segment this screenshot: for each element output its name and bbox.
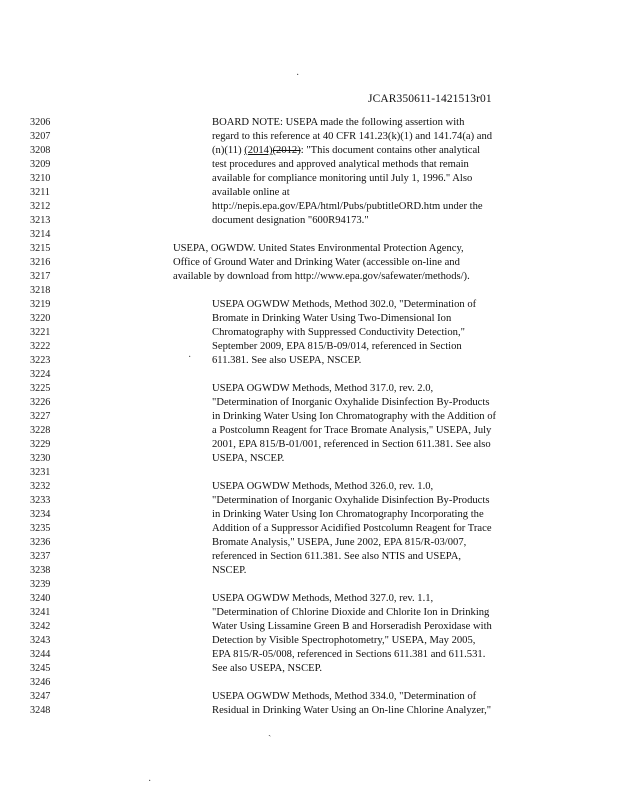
line-number: 3239 [30, 579, 51, 590]
reference-line: 2001, EPA 815/B-01/001, referenced in Section 611.381. See also [212, 439, 491, 450]
line-number: 3218 [30, 285, 51, 296]
line-number: 3209 [30, 159, 51, 170]
board-note-line: available for compliance monitoring until July 1, 1996." Also [212, 173, 473, 184]
reference-line: available by download from http://www.epa.gov/safewater/methods/). [173, 271, 470, 282]
board-note-line: test procedures and approved analytical methods that remain [212, 159, 469, 170]
reference-line: Addition of a Suppressor Acidified Postcolumn Reagent for Trace [212, 523, 492, 534]
line-number: 3232 [30, 481, 51, 492]
line-number: 3226 [30, 397, 51, 408]
reference-line: USEPA OGWDW Methods, Method 317.0, rev. 2.0, [212, 383, 434, 394]
line-number: 3217 [30, 271, 51, 282]
line-number: 3229 [30, 439, 51, 450]
line-number: 3245 [30, 663, 51, 674]
line-number: 3235 [30, 523, 51, 534]
board-note-line: document designation "600R94173." [212, 215, 369, 226]
amendment-text: (n)(11) [212, 145, 245, 156]
line-number: 3208 [30, 145, 51, 156]
line-number: 3242 [30, 621, 51, 632]
line-number: 3223 [30, 355, 51, 366]
reference-line: Chromatography with Suppressed Conductivity Detection," [212, 327, 465, 338]
reference-line: Water Using Lissamine Green B and Horseradish Peroxidase with [212, 621, 492, 632]
reference-line: "Determination of Inorganic Oxyhalide Disinfection By-Products [212, 397, 490, 408]
board-note-line [212, 145, 480, 157]
board-note-line: available online at [212, 187, 290, 198]
amendment-text: : "This document contains other analytical [300, 145, 481, 156]
line-number: 3212 [30, 201, 51, 212]
line-number: 3214 [30, 229, 51, 240]
reference-line: "Determination of Chlorine Dioxide and Chlorite Ion in Drinking [212, 607, 490, 618]
reference-line: a Postcolumn Reagent for Trace Bromate Analysis," USEPA, July [212, 425, 492, 436]
line-number: 3230 [30, 453, 51, 464]
reference-line: Bromate Analysis," USEPA, June 2002, EPA 815/R-03/007, [212, 537, 467, 548]
line-number: 3228 [30, 425, 51, 436]
line-number: 3216 [30, 257, 51, 268]
reference-line: EPA 815/R-05/008, referenced in Sections 611.381 and 611.531. [212, 649, 486, 660]
line-number: 3243 [30, 635, 51, 646]
scan-speck: ˎ [268, 726, 272, 737]
reference-line: USEPA OGWDW Methods, Method 334.0, "Determination of [212, 691, 477, 702]
board-note-line: http://nepis.epa.gov/EPA/html/Pubs/pubtitleORD.htm under the [212, 201, 483, 212]
reference-line: Detection by Visible Spectrophotometry," USEPA, May 2005, [212, 635, 476, 646]
scan-speck: · [148, 776, 152, 787]
line-number: 3236 [30, 537, 51, 548]
line-number: 3241 [30, 607, 51, 618]
reference-line: referenced in Section 611.381. See also NTIS and USEPA, [212, 551, 462, 562]
line-number: 3224 [30, 369, 51, 380]
reference-line: USEPA OGWDW Methods, Method 326.0, rev. 1.0, [212, 481, 434, 492]
board-note-line: regard to this reference at 40 CFR 141.23(k)(1) and 141.74(a) and [212, 131, 493, 142]
reference-line: USEPA, NSCEP. [212, 453, 285, 464]
line-number: 3207 [30, 131, 51, 142]
deleted-text: (2012) [272, 145, 301, 156]
line-number: 3244 [30, 649, 51, 660]
line-number: 3234 [30, 509, 51, 520]
line-number: 3219 [30, 299, 51, 310]
line-number: 3237 [30, 551, 51, 562]
document-code: JCAR350611-1421513r01 [368, 93, 492, 105]
line-number: 3231 [30, 467, 51, 478]
line-number: 3248 [30, 705, 51, 716]
reference-line: September 2009, EPA 815/B-09/014, referenced in Section [212, 341, 462, 352]
line-number: 3221 [30, 327, 51, 338]
reference-line: in Drinking Water Using Ion Chromatography Incorporating the [212, 509, 484, 520]
reference-line: Bromate in Drinking Water Using Two-Dimensional Ion [212, 313, 452, 324]
reference-line: "Determination of Inorganic Oxyhalide Disinfection By-Products [212, 495, 490, 506]
line-number: 3246 [30, 677, 51, 688]
line-number: 3227 [30, 411, 51, 422]
line-number: 3238 [30, 565, 51, 576]
line-number: 3240 [30, 593, 51, 604]
scan-speck: · [188, 352, 192, 363]
line-number: 3225 [30, 383, 51, 394]
reference-line: USEPA OGWDW Methods, Method 327.0, rev. 1.1, [212, 593, 434, 604]
reference-line: USEPA OGWDW Methods, Method 302.0, "Determination of [212, 299, 477, 310]
reference-line: USEPA, OGWDW. United States Environmental Protection Agency, [173, 243, 464, 254]
line-number: 3222 [30, 341, 51, 352]
board-note-line: BOARD NOTE: USEPA made the following assertion with [212, 117, 465, 128]
inserted-text: (2014) [244, 145, 273, 156]
reference-line: Residual in Drinking Water Using an On-line Chlorine Analyzer," [212, 705, 492, 716]
scan-speck: · [296, 70, 300, 81]
reference-line: See also USEPA, NSCEP. [212, 663, 322, 674]
reference-line: Office of Ground Water and Drinking Water (accessible on-line and [173, 257, 460, 268]
line-number: 3211 [30, 187, 50, 198]
line-number: 3247 [30, 691, 51, 702]
line-number: 3210 [30, 173, 51, 184]
line-number: 3213 [30, 215, 51, 226]
reference-line: in Drinking Water Using Ion Chromatography with the Addition of [212, 411, 497, 422]
line-number: 3215 [30, 243, 51, 254]
line-number: 3206 [30, 117, 51, 128]
line-number: 3220 [30, 313, 51, 324]
reference-line: NSCEP. [212, 565, 247, 576]
reference-line: 611.381. See also USEPA, NSCEP. [212, 355, 362, 366]
line-number: 3233 [30, 495, 51, 506]
